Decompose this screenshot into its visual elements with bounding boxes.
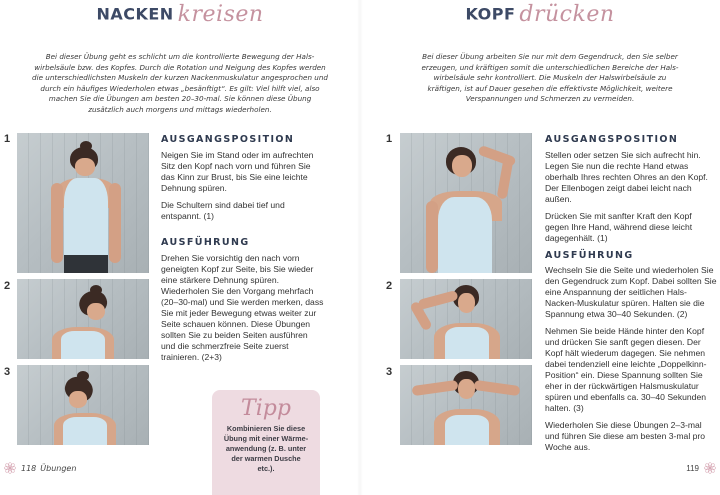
- paragraph: Drücken Sie mit sanfter Kraft den Kopf gegen Ihre Hand, während diese leicht dagegenhält. (1): [545, 211, 693, 243]
- paragraph: Stellen oder setzen Sie sich aufrecht hin. Legen Sie nun die rechte Hand etwas oberhalb Ihres rechten Ohres an den Kopf. Der Ellenbogen zeigt dabei leicht nach außen.: [545, 150, 708, 204]
- photo-number: 2: [386, 280, 393, 292]
- section-body: [545, 150, 715, 250]
- flower-icon: [704, 462, 716, 474]
- tip-text: Kombinieren Sie diese Übung mit einer Wärme-anwendung (z. B. unter der warmen Dusche etc.).: [223, 424, 309, 473]
- exercise-photo-1: [17, 133, 149, 273]
- photo-number: 1: [4, 133, 11, 145]
- section-body: [161, 253, 324, 369]
- photo-number: 3: [386, 366, 393, 378]
- title-caps: KOPF: [465, 4, 516, 24]
- exercise-photo-2: [400, 279, 532, 359]
- paragraph: Wiederholen Sie diese Übungen 2–3-mal und führen Sie diese am besten 3-mal pro Woche aus.: [545, 420, 706, 452]
- tip-box: [212, 390, 320, 495]
- intro-text: Bei dieser Übung geht es schlicht um die kontrollierte Bewegung der Hals-wirbelsäule bzw. des Kopfes. Durch die Rotation und Neigung des Kopfes werden die unterschiedlichsten Muskeln der kurzen Nackenmuskulatur angesprochen und durch ein häufiges Wiederholen etwas „besänftigt“. Es gilt: Viel hilft viel, also machen Sie die Übungen am besten 20–30-mal. Sie können diese Übung zusätzlich auch morgens und mittags wiederholen.: [32, 52, 328, 114]
- right-page: [360, 0, 720, 495]
- page-number: 118: [21, 463, 37, 473]
- title-script: kreisen: [177, 1, 264, 27]
- section-body: [545, 265, 717, 459]
- section-name: Übungen: [40, 463, 77, 473]
- exercise-photo-3: [400, 365, 532, 445]
- photo-number: 3: [4, 366, 11, 378]
- paragraph: Drehen Sie vorsichtig den nach vorn geneigten Kopf zur Seite, bis Sie wieder eine stärkere Dehnung spüren. Wiederholen Sie den Vorgang mehrfach (20–30-mal) und Sie werden merken, dass Sie mit jeder Bewegung etwas weiter zur Seite schauen können. Diese Übungen sollten Sie zu beiden Seiten ausführen und die schmerzfreie Seite zuerst trainieren. (2+3): [161, 253, 324, 362]
- intro-text: Bei dieser Übung arbeiten Sie nur mit dem Gegendruck, den Sie selber erzeugen, und kräftigen somit die unterschiedlichen Bereiche der Hals-wirbelsäule sehr kontrolliert. Die Muskeln der Halswirbelsäule zu kräftigen, ist auf Dauer gesehen die effektivste Möglichkeit, weitere Verspannungen und Schmerzen zu vermeiden.: [421, 52, 679, 103]
- exercise-photo-2: [17, 279, 149, 359]
- photo-number: 1: [386, 133, 393, 145]
- exercise-photo-1: [400, 133, 532, 273]
- title-caps: NACKEN: [96, 4, 174, 24]
- page-number: 119: [686, 463, 699, 473]
- exercise-photo-3: [17, 365, 149, 445]
- section-heading: AUSGANGSPOSITION: [545, 134, 679, 145]
- title-script: drücken: [519, 1, 615, 27]
- page-footer: [686, 462, 716, 474]
- flower-icon: [4, 462, 16, 474]
- page-footer: [4, 462, 76, 474]
- exercise-title: [360, 0, 720, 30]
- section-body: [161, 150, 321, 228]
- paragraph: Die Schultern sind dabei tief und entspannt. (1): [161, 200, 285, 221]
- paragraph: Nehmen Sie beide Hände hinter den Kopf und drücken Sie sanft gegen diesen. Der Kopf hält wiederum dagegen. Sie nehmen dabei tendenziell eine leichte „Doppelkinn-Position“ ein. Diese Spannung sollten Sie eher in der rückwärtigen Halsmuskulatur spüren und ebenfalls ca. 30–40 Sekunden halten. (3): [545, 326, 707, 413]
- section-heading: AUSGANGSPOSITION: [161, 134, 295, 145]
- photo-number: 2: [4, 280, 11, 292]
- tip-title: Tipp: [241, 396, 291, 421]
- paragraph: Wechseln Sie die Seite und wiederholen Sie den Gegendruck zum Kopf. Dabei sollten Sie eine Anspannung der seitlichen Hals-Nacken-Muskulatur spüren. Halten sie die Spannung etwa 30–40 Sekunden. (2): [545, 265, 717, 319]
- section-heading: AUSFÜHRUNG: [545, 250, 634, 261]
- paragraph: Neigen Sie im Stand oder im aufrechten Sitz den Kopf nach vorn und führen Sie das Kinn zur Brust, bis Sie eine leichte Dehnung spüren.: [161, 150, 314, 193]
- exercise-title: [0, 0, 360, 30]
- section-heading: AUSFÜHRUNG: [161, 237, 250, 248]
